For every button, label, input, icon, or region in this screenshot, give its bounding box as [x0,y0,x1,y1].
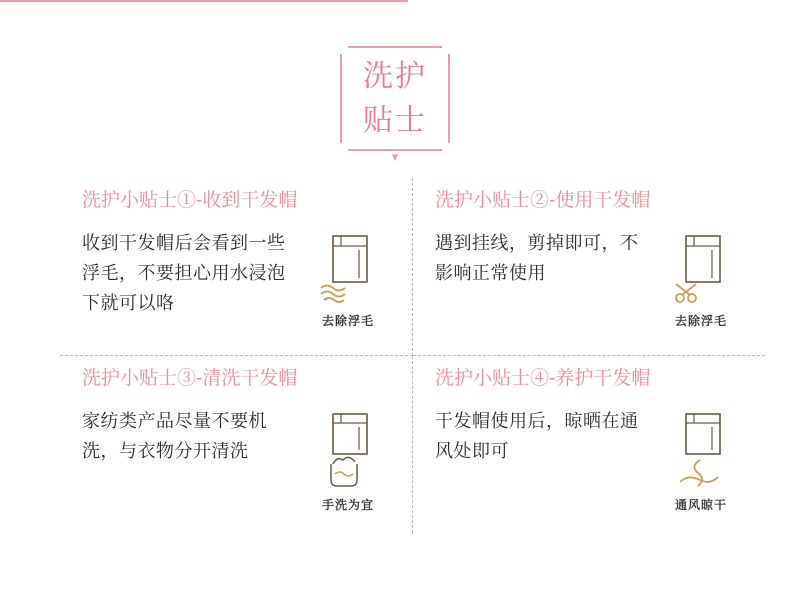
tip-body-1 [82,228,398,329]
tip-text-1: 收到干发帽后会看到一些浮毛，不要担心用水浸泡下就可以咯 [82,233,286,313]
tip-body-4 [435,406,751,513]
tip-icon-block-2 [651,228,751,329]
page-title-line-1: 洗护 [363,59,427,93]
tip-icon-block-1 [298,228,398,329]
tip-icon-caption-2: 去除浮毛 [674,314,727,328]
title-banner [0,46,790,164]
towel-handwash-icon [317,412,379,490]
tip-card-1 [60,178,413,356]
tip-body-2 [435,228,751,329]
tip-icon-caption-4: 通风晾干 [674,497,727,512]
tip-heading-3: 洗护小贴士③-清洗干发帽 [82,367,298,389]
tip-heading-2: 洗护小贴士②-使用干发帽 [435,190,651,211]
tip-card-3 [60,356,413,534]
tip-text-3: 家纺类产品尽量不要机洗，与衣物分开清洗 [82,410,267,461]
towel-airdry-icon [670,412,732,490]
badge-border-top [348,46,442,48]
page-title-line-2: 贴士 [363,103,427,137]
tip-heading-1: 洗护小贴士①-收到干发帽 [82,190,298,211]
badge-border-left [340,54,342,143]
tip-text-4: 干发帽使用后，晾晒在通风处即可 [435,410,639,461]
tip-icon-block-4 [651,406,751,513]
tip-icon-block-3 [298,406,398,513]
tips-grid [60,178,730,533]
towel-scissors-icon [670,234,732,306]
tip-card-2 [413,178,765,356]
chevron-down-icon: ▾ [391,149,399,164]
tip-body-3 [82,406,398,513]
badge-border-right [448,54,450,143]
tip-icon-caption-1: 去除浮毛 [321,314,374,328]
title-badge [340,46,450,164]
tip-icon-caption-3: 手洗为宜 [321,497,374,512]
tip-card-4 [413,356,765,534]
towel-lint-icon [317,234,379,306]
tip-heading-4: 洗护小贴士④-养护干发帽 [435,367,651,389]
top-divider-rule [0,0,408,2]
tip-text-2: 遇到挂线，剪掉即可，不影响正常使用 [435,233,639,283]
